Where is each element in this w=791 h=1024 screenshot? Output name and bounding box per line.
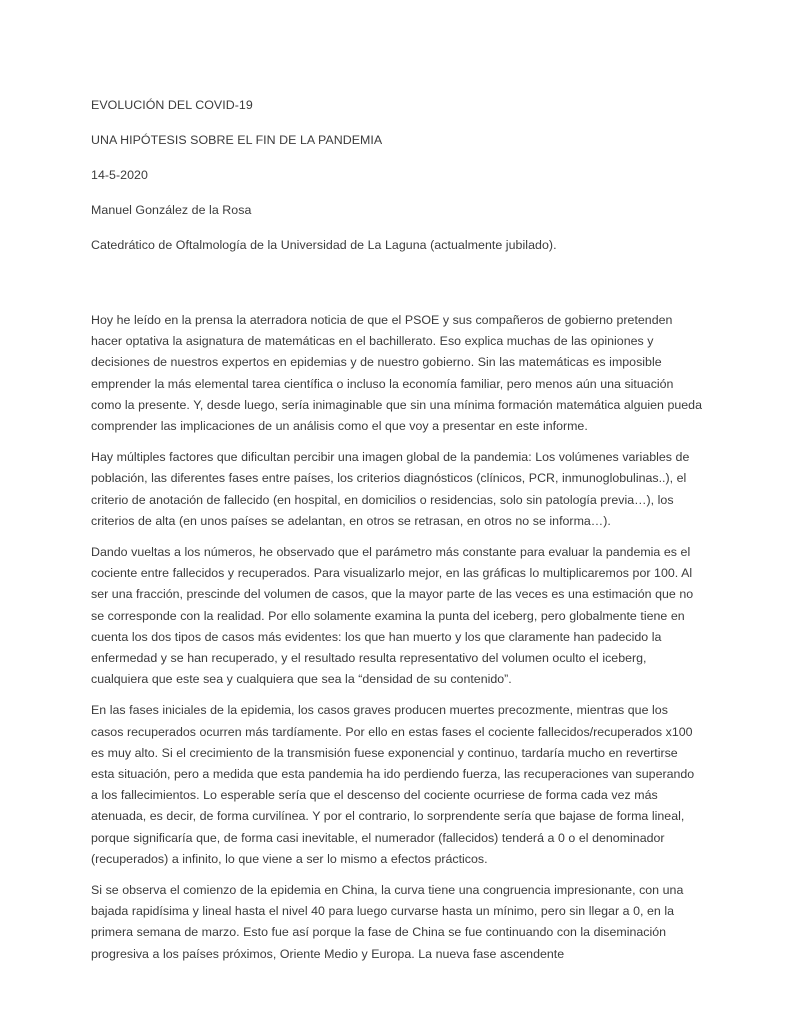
paragraph: Hay múltiples factores que dificultan percibir una imagen global de la pandemia: Los volúmenes variables de población, las diferentes fases entre países, los criterios diagnósticos (clínicos, PCR, inmunoglobulinas..), el criterio de anotación de fallecido (en hospital, en domicilios o residencias, solo sin patología previa…), los criterios de alta (en unos países se adelantan, en otros se retrasan, en otros no se informa…).	[91, 450, 690, 528]
paragraph: En las fases iniciales de la epidemia, los casos graves producen muertes precozmente, mientras que los casos recuperados ocurren más tardíamente. Por ello en estas fases el cociente fallecidos/recuperados x100 es muy alto. Si el crecimiento de la transmisión fuese exponencial y continuo, tardaría mucho en revertirse esta situación, pero a medida que esta pandemia ha ido perdiendo fuerza, las recuperaciones van superando a los fallecimientos. Lo esperable sería que el descenso del cociente ocurriese de forma cada vez más atenuada, es decir, de forma curvilínea. Y por el contrario, lo sorprendente sería que bajase de forma lineal, porque significaría que, de forma casi inevitable, el numerador (fallecidos) tenderá a 0 o el denominador (recuperados) a infinito, lo que viene a ser lo mismo a efectos prácticos.	[91, 703, 695, 866]
document-subtitle: UNA HIPÓTESIS SOBRE EL FIN DE LA PANDEMIA	[91, 133, 383, 147]
paragraph: Hoy he leído en la prensa la aterradora noticia de que el PSOE y sus compañeros de gobierno pretenden hacer optativa la asignatura de matemáticas en el bachillerato. Eso explica muchas de las opiniones y decisiones de nuestros expertos en epidemias y de nuestro gobierno. Sin las matemáticas es imposible emprender la más elemental tarea científica o incluso la economía familiar, pero menos aún una situación como la presente. Y, desde luego, sería inimaginable que sin una mínima formación matemática alguien pueda comprender las implicaciones de un análisis como el que voy a presentar en este informe.	[91, 313, 702, 434]
document-paragraphs	[91, 310, 703, 965]
paragraph: Si se observa el comienzo de la epidemia en China, la curva tiene una congruencia impresionante, con una bajada rapidísima y lineal hasta el nivel 40 para luego curvarse hasta un mínimo, pero sin llegar a 0, en la primera semana de marzo. Esto fue así porque la fase de China se fue continuando con la diseminación progresiva a los países próximos, Oriente Medio y Europa. La nueva fase ascendente	[91, 883, 684, 961]
document-text-body	[91, 88, 703, 965]
paragraph: Dando vueltas a los números, he observado que el parámetro más constante para evaluar la pandemia es el cociente entre fallecidos y recuperados. Para visualizarlo mejor, en las gráficas lo multiplicaremos por 100. Al ser una fracción, prescinde del volumen de casos, que la mayor parte de las veces es una estimación que no se corresponde con la realidad. Por ello solamente examina la punta del iceberg, pero globalmente tiene en cuenta los dos tipos de casos más evidentes: los que han muerto y los que claramente han padecido la enfermedad y se han recuperado, y el resultado resulta representativo del volumen oculto el iceberg, cualquiera que este sea y cualquiera que sea la “densidad de su contenido”.	[91, 545, 694, 687]
document-author: Manuel González de la Rosa	[91, 203, 252, 217]
document-author-affiliation: Catedrático de Oftalmología de la Universidad de La Laguna (actualmente jubilado).	[91, 238, 557, 252]
document-header-block	[91, 88, 703, 263]
document-date: 14-5-2020	[91, 168, 148, 182]
document-title: EVOLUCIÓN DEL COVID-19	[91, 98, 253, 112]
